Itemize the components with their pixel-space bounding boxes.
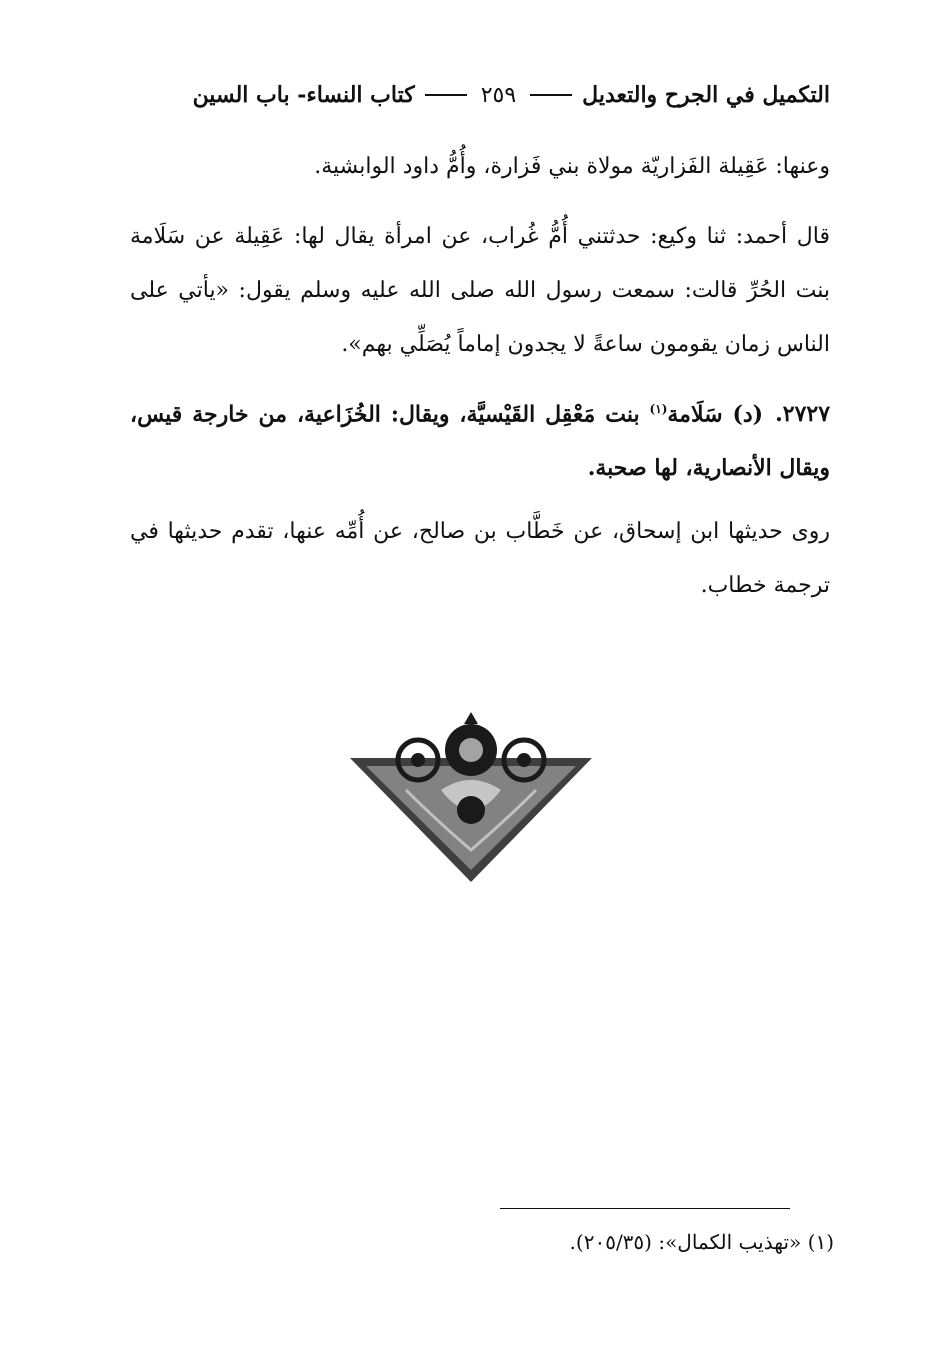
entry-description: بنت مَعْقِل القَيْسيَّة، ويقال: الخُزَاعية، من خارجة قيس، ويقال الأنصارية، لها صحبة.: [130, 401, 830, 482]
footnote-marker: (١): [649, 402, 668, 416]
entry-number: ٢٧٢٧.: [775, 401, 831, 428]
ornament-icon: [346, 710, 596, 890]
biography-entry-heading: [130, 382, 830, 495]
header-dash: [425, 94, 467, 96]
header-dash: [530, 94, 572, 96]
footnote-divider: [500, 1208, 790, 1209]
paragraph: روى حديثها ابن إسحاق، عن خَطَّاب بن صالح، عن أُمِّه عنها، تقدم حديثها في ترجمة خطاب.: [130, 519, 830, 599]
footnote: (١) «تهذيب الكمال»: (٢٠٥/٣٥).: [569, 1230, 834, 1254]
paragraph: قال أحمد: ثنا وكيع: حدثتني أُمُّ غُراب، عن امرأة يقال لها: عَقِيلة عن سَلَامة بنت الحُرِّ قالت: سمعت رسول الله صلى الله عليه وسلم يقول: «يأتي على الناس زمان يقومون ساعةً لا يجدون إماماً يُصَلِّي بهم».: [130, 224, 830, 357]
paragraph: وعنها: عَقِيلة الفَزاريّة مولاة بني فَزارة، وأُمُّ داود الوابشية.: [314, 154, 830, 179]
header-book-title: التكميل في الجرح والتعديل: [582, 82, 830, 108]
running-header: [140, 82, 830, 108]
page-number: ٢٥٩: [480, 82, 517, 108]
entry-name: (د) سَلَامة: [667, 401, 764, 428]
header-section: كتاب النساء- باب السين: [192, 82, 415, 108]
main-text: [130, 140, 830, 623]
